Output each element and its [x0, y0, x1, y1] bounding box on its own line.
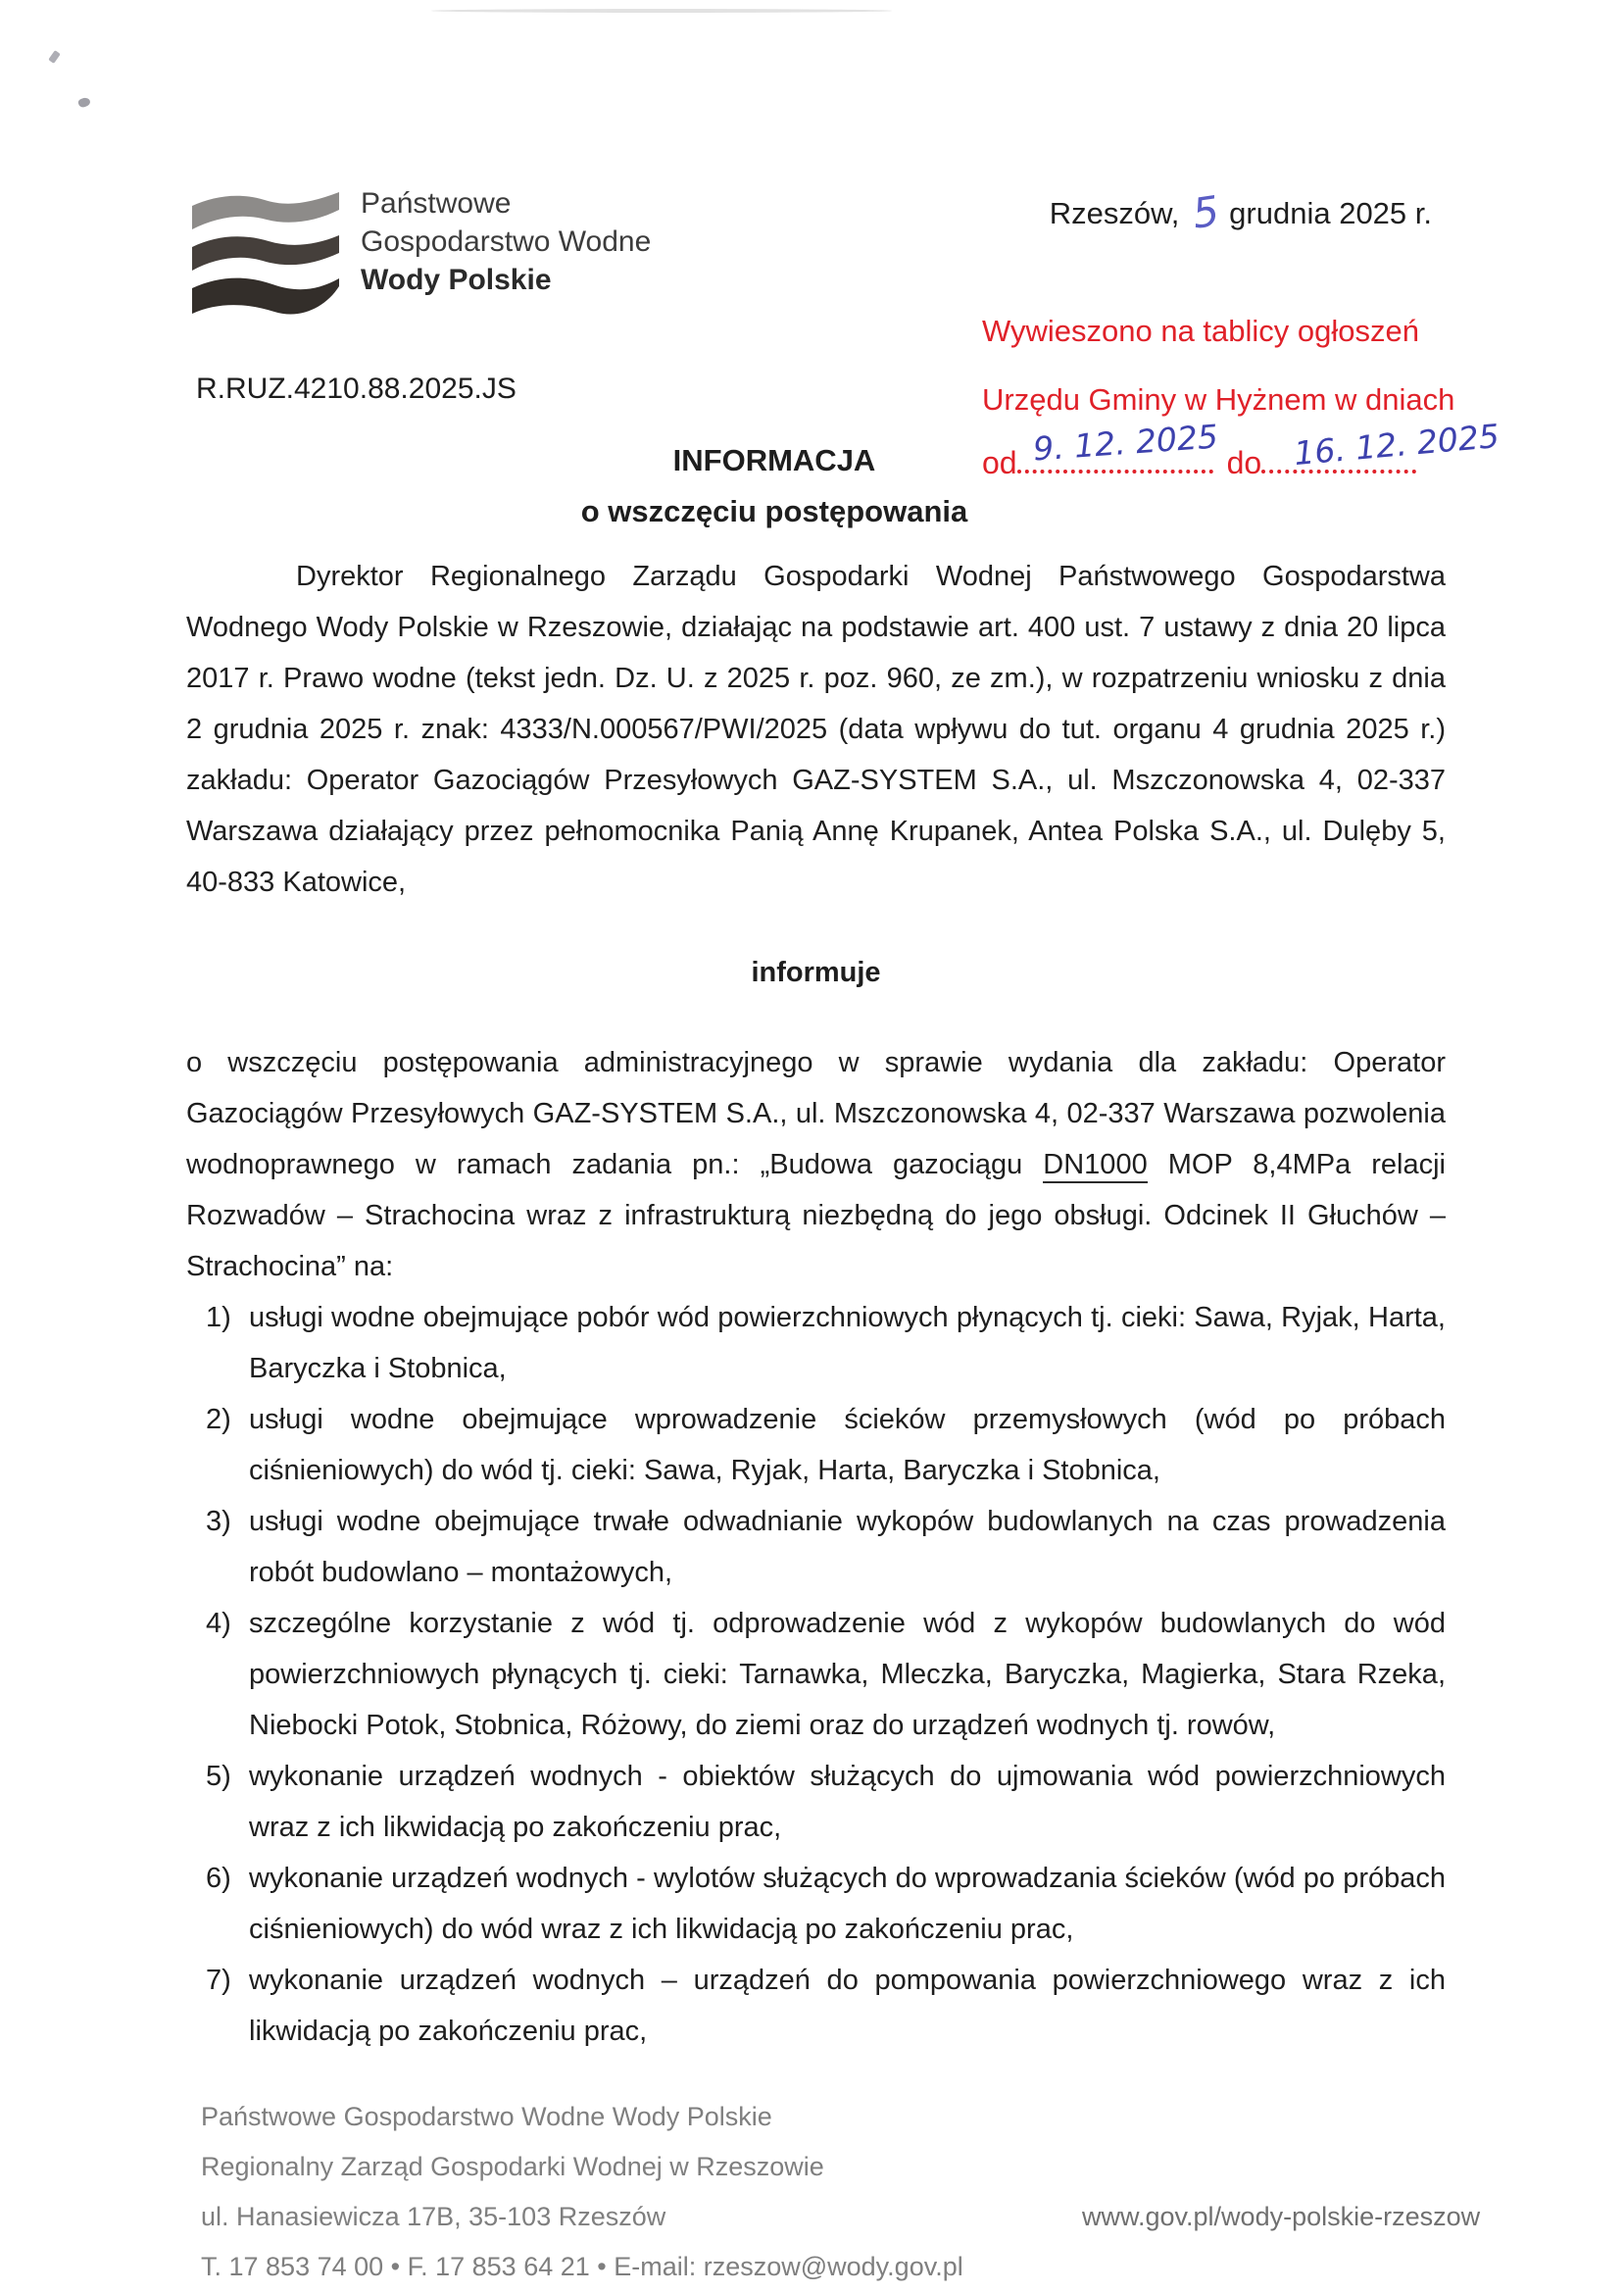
logo-line-2: Gospodarstwo Wodne [361, 225, 652, 258]
document-body [186, 551, 1446, 2057]
footer-branch-line: Regionalny Zarząd Gospodarki Wodnej w Rzeszowie [201, 2152, 824, 2181]
date-rest: grudnia 2025 r. [1229, 196, 1432, 230]
logo-text [361, 184, 651, 299]
wody-polskie-logo [192, 184, 651, 322]
footer [201, 2092, 963, 2292]
stamp-line-2: Urzędu Gminy w Hyżnem w dniach [982, 382, 1455, 417]
footer-address-line: ul. Hanasiewicza 17B, 35-103 Rzeszów [201, 2202, 666, 2231]
stamp-od-label: od [982, 445, 1017, 480]
list-item [206, 1853, 1446, 1955]
stamp-line-1: Wywieszono na tablicy ogłoszeń [982, 314, 1420, 348]
logo-line-1: Państwowe [361, 187, 512, 220]
water-waves-icon [192, 184, 339, 322]
stamp-do-label: do [1226, 445, 1262, 480]
paragraph-intro: Dyrektor Regionalnego Zarządu Gospodarki Wodnej Państwowego Gospodarstwa Wodnego Wody Polskie w Rzeszowie, działając na podstawie art. 400 ust. 7 ustawy z dnia 20 lipca 2017 r. Prawo wodne (tekst jedn. Dz. U. z 2025 r. poz. 960, ze zm.), w rozpatrzeniu wniosku z dnia 2 grudnia 2025 r. znak: 4333/N.000567/PWI/2025 (data wpływu do tut. organu 4 grudnia 2025 r.) zakładu: Operator Gazociągów Przesyłowych GAZ-SYSTEM S.A., ul. Mszczonowska 4, 02-337 Warszawa działający przez pełnomocnika Panią Annę Krupanek, Antea Polska S.A., ul. Dulęby 5, 40-833 Katowice, [186, 561, 1446, 898]
pen-mark [77, 96, 91, 109]
paragraph-scope [186, 1037, 1446, 1292]
handwritten-day: 5 [1190, 186, 1223, 238]
paragraph-scope-after: MOP 8,4MPa relacji Rozwadów – Strachocina wraz z infrastrukturą niezbędną do jego obsługi. Odcinek II Głuchów – Strachocina” na: [186, 1149, 1447, 1282]
list-item-number: 3) [206, 1506, 231, 1537]
pen-mark [48, 50, 61, 64]
place-date-line [1049, 186, 1432, 238]
document-subtitle: o wszczęciu postępowania [580, 494, 968, 528]
list-item-number: 7) [206, 1965, 231, 1996]
list-item-number: 1) [206, 1302, 231, 1333]
list-item-number: 5) [206, 1761, 231, 1792]
footer-contact-line: T. 17 853 74 00 • F. 17 853 64 21 • E-mail: rzeszow@wody.gov.pl [201, 2252, 963, 2281]
list-item-text: usługi wodne obejmujące trwałe odwadnianie wykopów budowlanych na czas prowadzenia robót budowlano – montażowych, [249, 1506, 1446, 1588]
list-item [206, 1394, 1446, 1496]
list-item [206, 1292, 1446, 1394]
list-item-number: 2) [206, 1404, 231, 1435]
logo-line-3: Wody Polskie [361, 264, 552, 296]
list-item-text: wykonanie urządzeń wodnych - obiektów służących do ujmowania wód powierzchniowych wraz z ich likwidacją po zakończeniu prac, [249, 1761, 1446, 1843]
handwritten-do-date: 16. 12. 2025 [1292, 416, 1501, 474]
list-item [206, 1496, 1446, 1598]
footer-org-line: Państwowe Gospodarstwo Wodne Wody Polskie [201, 2102, 772, 2131]
list-item-number: 4) [206, 1608, 231, 1639]
list-item-text: wykonanie urządzeń wodnych - wylotów służących do wprowadzania ścieków (wód po próbach ciśnieniowych) do wód wraz z ich likwidacją po zakończeniu prac, [249, 1863, 1446, 1945]
date-prefix: Rzeszów, [1049, 196, 1180, 230]
document-title-block [186, 435, 1362, 537]
list-item [206, 1955, 1446, 2057]
list-item-text: usługi wodne obejmujące wprowadzenie ścieków przemysłowych (wód po próbach ciśnieniowych) do wód tj. cieki: Sawa, Ryjak, Harta, Baryczka i Stobnica, [249, 1404, 1446, 1486]
paragraph-scope-before: o wszczęciu postępowania administracyjnego w sprawie wydania dla zakładu: Operator Gazociągów Przesyłowych GAZ-SYSTEM S.A., ul. Mszczonowska 4, 02-337 Warszawa pozwolenia wodnoprawnego w ramach zadania pn.: „Budowa gazociągu [186, 1047, 1446, 1180]
handwritten-od-date: 9. 12. 2025 [1031, 417, 1220, 469]
list-item-number: 6) [206, 1863, 231, 1894]
informuje-heading: informuje [751, 957, 881, 988]
dn1000-underlined: DN1000 [1043, 1149, 1147, 1183]
list-item [206, 1598, 1446, 1751]
list-item-text: szczególne korzystanie z wód tj. odprowadzenie wód z wykopów budowlanych do wód powierzchniowych płynących tj. cieki: Tarnawka, Mleczka, Baryczka, Magierka, Stara Rzeka, Niebocki Potok, Stobnica, Różowy, do ziemi oraz do urządzeń wodnych tj. rowów, [249, 1608, 1446, 1741]
document-title: INFORMACJA [672, 443, 876, 477]
numbered-list [186, 1292, 1446, 2057]
list-item [206, 1751, 1446, 1853]
list-item-text: usługi wodne obejmujące pobór wód powierzchniowych płynących tj. cieki: Sawa, Ryjak, Harta, Baryczka i Stobnica, [249, 1302, 1446, 1384]
scan-artifact [431, 9, 892, 13]
list-item-text: wykonanie urządzeń wodnych – urządzeń do pompowania powierzchniowego wraz z ich likwidacją po zakończeniu prac, [249, 1965, 1446, 2047]
reference-number: R.RUZ.4210.88.2025.JS [196, 373, 517, 405]
website-url: www.gov.pl/wody-polskie-rzeszow [1082, 2202, 1481, 2231]
